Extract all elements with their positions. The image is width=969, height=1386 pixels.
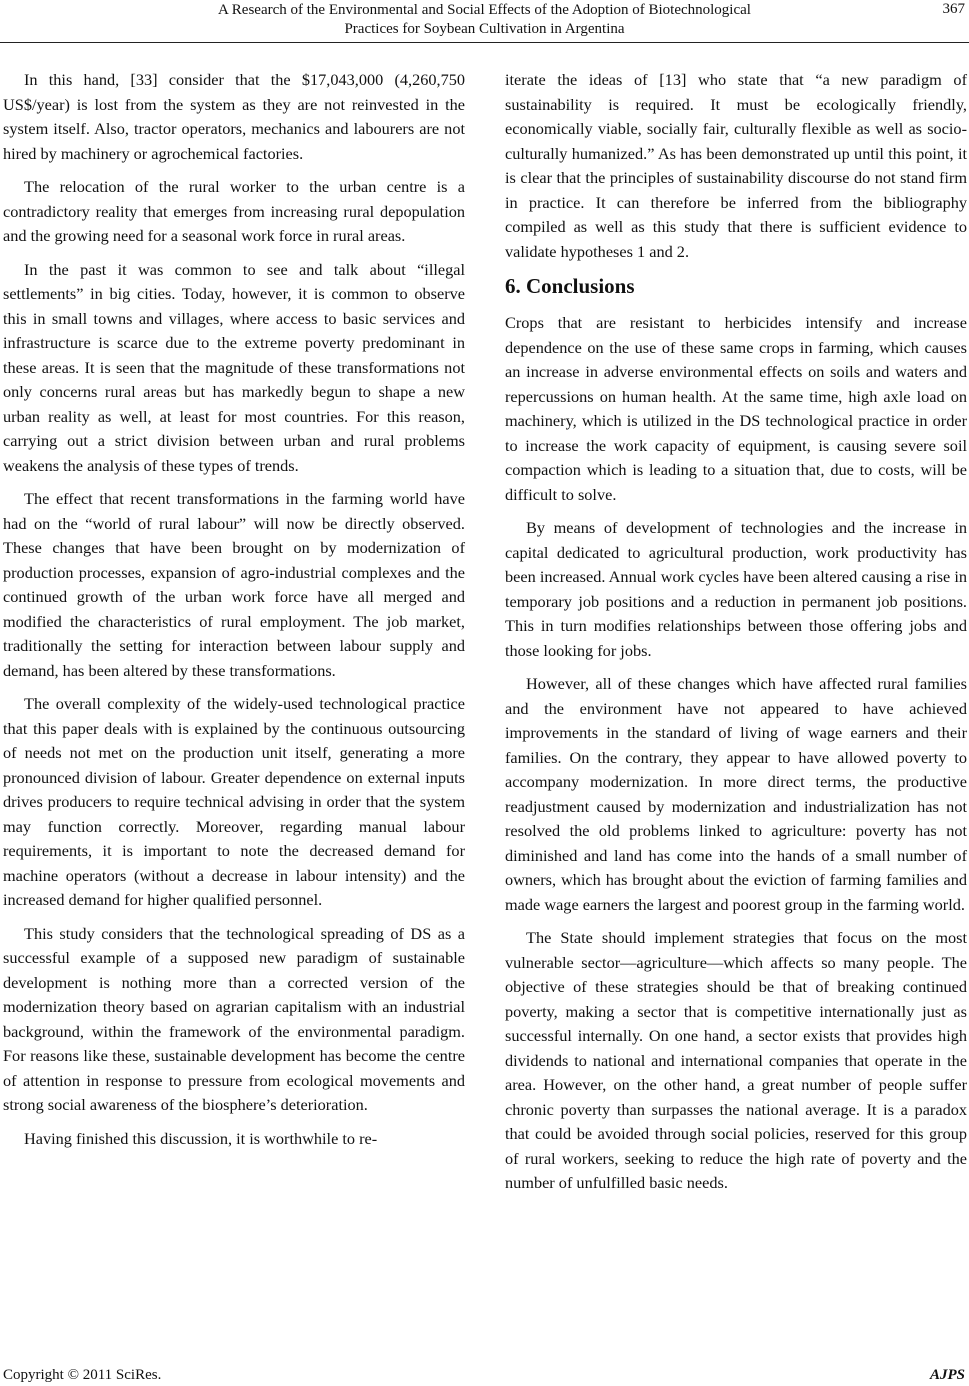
running-header [0,0,969,45]
paragraph: In this hand, [33] consider that the $17,043,000 (4,260,750 US$/year) is lost from the system as they are not reinvested in the system itself. Also, tractor operators, mechanics and labourers are not hired by machinery or agrochemical factories. [3,70,465,163]
section-heading-conclusions: 6. Conclusions [505,274,635,298]
header-title-line-1: A Research of the Environmental and Social Effects of the Adoption of Biotechnological [218,2,751,18]
page-number: 367 [942,1,965,17]
left-column [3,68,465,1160]
paragraph: By means of development of technologies and the increase in capital dedicated to agricultural production, work productivity has been increased. Annual work cycles have been altered causing a rise in temporary job positions and a reduction in permanent job positions. This in turn modifies relationships between those offering jobs and those looking for jobs. [505,518,967,660]
right-column [505,68,967,1205]
paragraph-continuation: iterate the ideas of [13] who state that “a new paradigm of sustainability is required. It must be ecologically friendly, economically viable, socially fair, culturally flexible as well as socio-culturally humanized.” As has been demonstrated up until this point, it is clear that the principles of sustainability discourse do not stand firm in practice. It can therefore be inferred from the bibliography compiled as well as this study that there is sufficient evidence to validate hypotheses 1 and 2. [505,70,967,261]
paragraph: In the past it was common to see and talk about “illegal settlements” in big cities. Today, however, it is common to observe this in small towns and villages, where access to basic services and infrastructure is scarce due to the extreme poverty predominant in these areas. It is seen that the magnitude of these transformations not only concerns rural areas but has markedly begun to shape a new urban reality as well, at least for most countries. For this reason, carrying out a strict division between urban and rural problems weakens the analysis of these types of trends. [3,259,465,475]
paragraph: Having finished this discussion, it is worthwhile to re- [24,1128,378,1148]
paragraph: However, all of these changes which have affected rural families and the environment have not appeared to have achieved improvements in the standard of living of wage earners and their families. On the contrary, they appear to have allowed poverty to accompany modernization. In more direct terms, the productive readjustment caused by modernization and industrialization has not resolved the old problems linked to agriculture: poverty has not diminished and land has come into the hands of a small number of owners, which has brought about the eviction of farming families and made wage earners the largest and poorest group in the farming world. [505,674,967,914]
footer-journal-abbrev: AJPS [929,1367,965,1383]
footer-copyright: Copyright © 2011 SciRes. [3,1367,162,1383]
paragraph: The relocation of the rural worker to the urban centre is a contradictory reality that emerges from increasing rural depopulation and the growing need for a seasonal work force in rural areas. [3,177,465,245]
paragraph: The effect that recent transformations in the farming world have had on the “world of rural labour” will now be directly observed. These changes that have been brought on by modernization of production processes, expansion of agro-industrial complexes and the continued growth of the urban work force have all merged and modified the characteristics of rural employment. The job market, traditionally the setting for interaction between labour supply and demand, has been altered by these transformations. [3,489,465,680]
paragraph: This study considers that the technological spreading of DS as a successful example of a supposed new paradigm of sustainable development is nothing more than a corrected version of the modernization theory based on agrarian capitalism with an industrial background, within the framework of the environmental paradigm. For reasons like these, sustainable development has become the centre of attention in response to pressure from ecological movements and strong social awareness of the biosphere’s deterioration. [3,923,465,1114]
paragraph: The overall complexity of the widely-used technological practice that this paper deals with is explained by the continuous outsourcing of needs not met on the production unit itself, generating a more pronounced division of labour. Greater dependence on external inputs drives producers to require technical advising in order that the system may function correctly. Moreover, regarding manual labour requirements, it is important to note the decreased demand for machine operators (without a decrease in labour intensity) and the increased demand for higher qualified personnel. [3,694,465,909]
paragraph: Crops that are resistant to herbicides intensify and increase dependence on the use of these same crops in farming, which causes an increase in adverse environmental effects on soils and waters and repercussions on human health. At the same time, high axle load on machinery, which is utilized in the DS technological practice in order to increase the work capacity of equipment, is causing severe soil compaction which is leading to a situation that, due to costs, will be difficult to solve. [505,313,967,504]
header-title-line-2: Practices for Soybean Cultivation in Argentina [344,21,625,37]
paragraph: The State should implement strategies that focus on the most vulnerable sector―agriculture―which affects so many people. The objective of these strategies should be that of breaking continued poverty, making a sector that is competitive internationally just as successful internally. On one hand, a sector exists that provides high dividends to national and international companies that operate in the area. However, on the other hand, a great number of people suffer chronic poverty than surpasses the national average. It is a paradox that could be avoided through social policies, reserved for this group of rural workers, seeking to reduce the high rate of poverty and the number of unfulfilled basic needs. [505,928,967,1192]
header-rule [0,42,969,43]
